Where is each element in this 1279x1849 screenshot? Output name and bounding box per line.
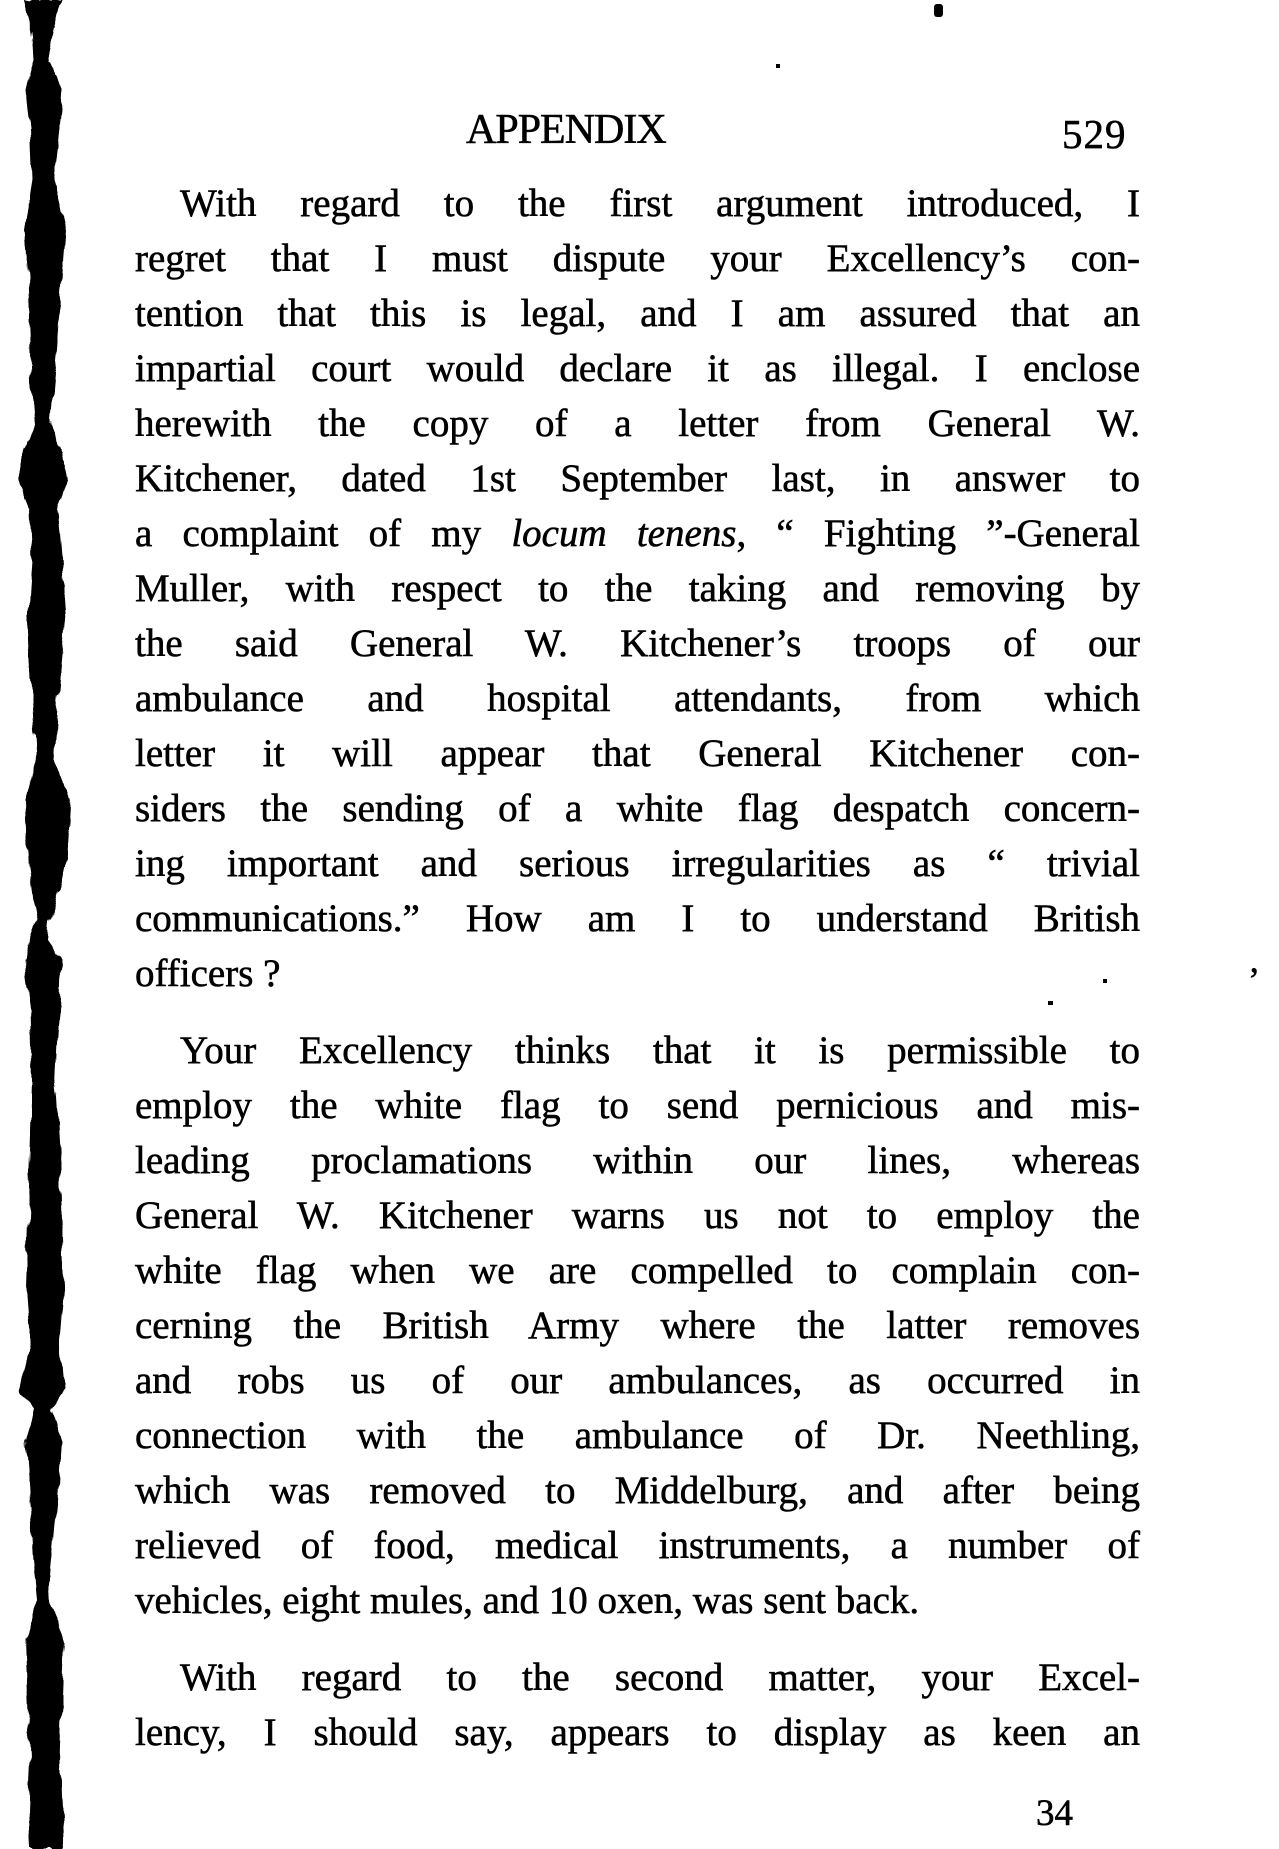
text-segment: connection with the ambulance of Dr. Neethling, — [135, 1414, 1140, 1457]
text-segment: communications.” How am I to understand British — [135, 897, 1140, 940]
text-segment: officers ? — [135, 952, 281, 995]
text-segment: letter it will appear that General Kitchener con- — [135, 732, 1140, 775]
text-line — [135, 341, 1140, 396]
text-line — [135, 1243, 1140, 1298]
text-segment: and robs us of our ambulances, as occurred in — [135, 1359, 1140, 1402]
text-line — [135, 836, 1140, 891]
text-line — [135, 1298, 1140, 1353]
text-segment: vehicles, eight mules, and 10 oxen, was sent back. — [135, 1579, 920, 1622]
text-segment: tention that this is legal, and I am assured that an — [135, 292, 1140, 335]
ink-speck — [1048, 1001, 1053, 1005]
text-line — [135, 1133, 1140, 1188]
text-segment: Kitchener, dated 1st September last, in answer to — [135, 457, 1140, 500]
binding-edge-artifact — [0, 0, 95, 1849]
text-line — [135, 451, 1140, 506]
text-segment: General W. Kitchener warns us not to employ the — [135, 1194, 1140, 1237]
text-line — [135, 946, 1140, 1001]
text-line — [135, 616, 1140, 671]
paragraph — [135, 1023, 1140, 1628]
text-line — [135, 1408, 1140, 1463]
ink-speck — [1103, 979, 1107, 983]
text-segment: ing important and serious irregularities as “ trivial — [135, 842, 1140, 885]
text-segment: leading proclamations within our lines, whereas — [135, 1139, 1140, 1182]
paragraph — [135, 176, 1140, 1001]
text-line — [135, 891, 1140, 946]
ink-speck — [776, 64, 780, 68]
text-segment: Your Excellency thinks that it is permissible to — [180, 1029, 1140, 1072]
ink-speck: ’ — [1248, 960, 1260, 1000]
text-line — [135, 1188, 1140, 1243]
text-segment: herewith the copy of a letter from General W. — [135, 402, 1140, 445]
paragraph — [135, 1650, 1140, 1760]
text-line — [135, 1518, 1140, 1573]
text-line — [135, 1705, 1140, 1760]
text-line — [135, 671, 1140, 726]
text-line — [135, 231, 1140, 286]
text-line — [135, 1650, 1140, 1705]
ink-speck — [50, 1496, 54, 1500]
text-line — [135, 726, 1140, 781]
text-segment: lency, I should say, appears to display as keen an — [135, 1711, 1140, 1754]
signature-mark: 34 — [1036, 1793, 1073, 1834]
text-segment: With regard to the first argument introduced, I — [180, 182, 1140, 225]
text-segment: a complaint of my — [135, 512, 512, 555]
text-line — [135, 1023, 1140, 1078]
text-line — [135, 396, 1140, 451]
text-line — [135, 176, 1140, 231]
text-segment: white flag when we are compelled to complain con- — [135, 1249, 1140, 1292]
text-segment: cerning the British Army where the latter removes — [135, 1304, 1140, 1347]
page-number: 529 — [1062, 111, 1127, 157]
text-line — [135, 561, 1140, 616]
text-segment: which was removed to Middelburg, and after being — [135, 1469, 1140, 1512]
text-segment: With regard to the second matter, your Excel- — [180, 1656, 1140, 1699]
text-line — [135, 1353, 1140, 1408]
text-line — [135, 1573, 1140, 1628]
text-line — [135, 1463, 1140, 1518]
text-segment: , “ Fighting ”-General — [736, 512, 1140, 555]
body-text — [135, 176, 1140, 1760]
text-segment: ambulance and hospital attendants, from which — [135, 677, 1140, 720]
text-segment: impartial court would declare it as illegal. I enclose — [135, 347, 1140, 390]
text-line — [135, 286, 1140, 341]
text-line — [135, 1078, 1140, 1133]
text-segment: employ the white flag to send pernicious and mis- — [135, 1084, 1140, 1127]
text-line — [135, 781, 1140, 836]
text-segment: the said General W. Kitchener’s troops of our — [135, 622, 1140, 665]
text-segment: relieved of food, medical instruments, a number of — [135, 1524, 1140, 1567]
text-segment: regret that I must dispute your Excellency’s con- — [135, 237, 1140, 280]
ink-speck — [934, 4, 943, 17]
text-segment: siders the sending of a white flag despatch concern- — [135, 787, 1140, 830]
italic-text-segment: locum tenens — [511, 512, 737, 555]
text-segment: Muller, with respect to the taking and removing by — [135, 567, 1140, 610]
text-line — [135, 506, 1140, 561]
page-title: APPENDIX — [466, 107, 666, 153]
